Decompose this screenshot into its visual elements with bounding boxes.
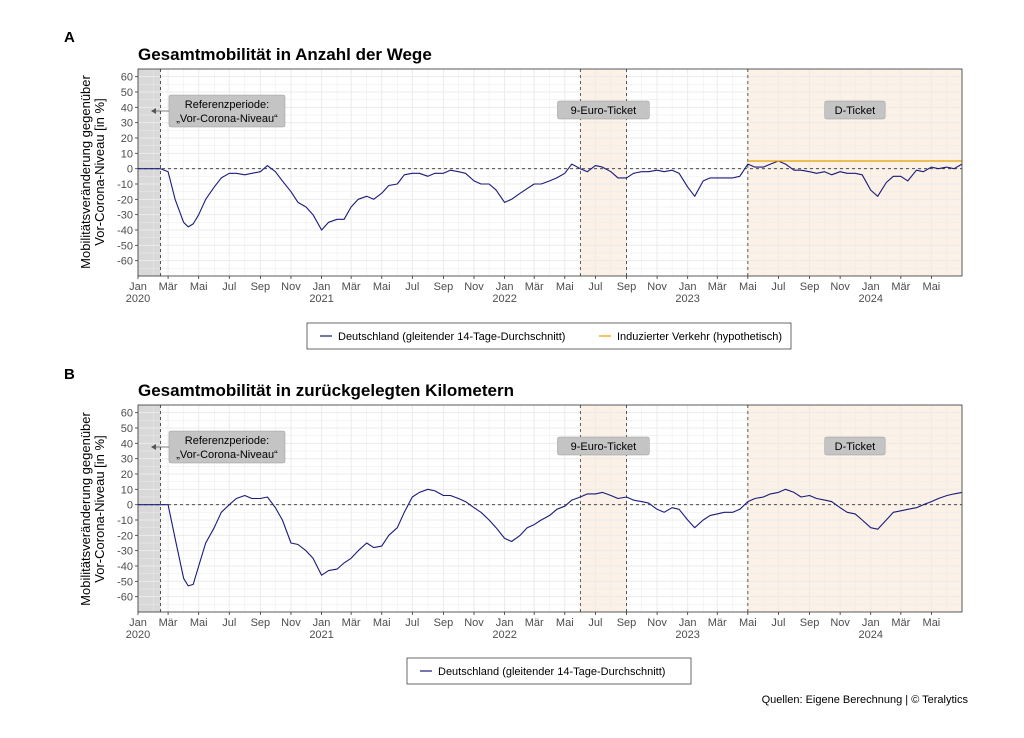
x-tick-label: Mär (158, 617, 178, 629)
x-tick-label: Jul (588, 617, 603, 629)
reference-annotation-line2: „Vor-Corona-Niveau“ (176, 113, 278, 125)
x-tick-label: Jan (678, 281, 697, 293)
y-tick-label: -40 (117, 225, 133, 237)
panel-label-a: A (64, 29, 75, 46)
x-tick-label: Mär (891, 617, 911, 629)
y-axis-label-b-line2: Vor-Corona-Niveau [in %] (92, 435, 107, 583)
x-tick-year-label: 2021 (309, 293, 334, 305)
x-tick-year-label: 2023 (675, 293, 700, 305)
x-tick-year-label: 2024 (858, 629, 883, 641)
x-tick-label: Sep (616, 617, 637, 629)
ticket-label-2: D-Ticket (834, 441, 876, 453)
x-tick-label: Jan (129, 617, 147, 629)
legend-b (407, 658, 691, 684)
y-tick-label: 40 (120, 102, 133, 115)
x-tick-label: Sep (433, 617, 454, 629)
x-tick-label: Sep (799, 617, 820, 629)
x-tick-label: Mai (372, 281, 391, 293)
y-tick-label: 0 (126, 163, 133, 176)
x-tick-label: Mai (922, 617, 941, 629)
x-tick-label: Jul (771, 281, 786, 293)
x-tick-year-label: 2020 (125, 293, 151, 305)
y-tick-label: -60 (117, 255, 133, 268)
y-tick-label: -50 (117, 240, 133, 253)
legend-label-germany-b: Deutschland (gleitender 14-Tage-Durchschnitt) (438, 666, 666, 678)
x-tick-label: Jul (222, 617, 237, 629)
y-tick-label: -10 (117, 515, 133, 527)
x-tick-label: Mai (738, 617, 757, 629)
y-tick-label: 60 (120, 71, 133, 84)
y-tick-label: -20 (117, 530, 133, 543)
x-tick-label: Mai (372, 617, 391, 629)
chart-title-b: Gesamtmobilität in zurückgelegten Kilometern (138, 381, 514, 400)
reference-annotation-line1: Referenzperiode: (184, 435, 270, 447)
x-tick-label: Jul (405, 281, 420, 293)
y-tick-label: 30 (120, 117, 133, 130)
ticket-label-1: 9-Euro-Ticket (570, 105, 637, 117)
x-tick-label: Jan (129, 281, 147, 293)
x-tick-label: Mär (341, 281, 361, 293)
x-tick-year-label: 2020 (125, 629, 151, 641)
x-tick-label: Jul (405, 617, 420, 629)
y-tick-label: -30 (117, 545, 133, 558)
y-tick-label: -20 (117, 194, 133, 207)
x-tick-label: Nov (647, 617, 667, 629)
panel-a (64, 29, 962, 349)
source-note: Quellen: Eigene Berechnung | © Teralytics (761, 694, 968, 706)
x-tick-label: Nov (830, 617, 850, 629)
x-tick-label: Sep (799, 281, 820, 293)
ticket-label-1: 9-Euro-Ticket (570, 441, 637, 453)
x-tick-label: Mai (189, 281, 208, 293)
y-tick-label: -10 (117, 179, 133, 191)
y-tick-label: 10 (120, 484, 133, 497)
x-tick-label: Sep (250, 281, 271, 293)
reference-annotation-line1: Referenzperiode: (184, 99, 270, 111)
x-tick-label: Jul (771, 617, 786, 629)
plot-area-a (117, 69, 962, 305)
reference-annotation-line2: „Vor-Corona-Niveau“ (176, 449, 278, 461)
x-tick-label: Nov (281, 281, 301, 293)
x-tick-label: Mär (158, 281, 178, 293)
x-tick-label: Sep (616, 281, 637, 293)
x-tick-label: Mai (189, 617, 208, 629)
y-tick-label: 20 (120, 133, 133, 145)
x-tick-label: Nov (464, 281, 484, 293)
x-tick-label: Jul (222, 281, 237, 293)
y-axis-label-b-line1: Mobilitätsveränderung gegenüber (78, 412, 93, 606)
panel-b (64, 366, 962, 684)
y-tick-label: 60 (120, 407, 133, 420)
x-tick-label: Sep (433, 281, 454, 293)
x-tick-year-label: 2022 (492, 629, 517, 641)
y-tick-label: -50 (117, 576, 133, 589)
x-tick-label: Mär (891, 281, 911, 293)
x-tick-label: Jan (861, 617, 880, 629)
x-tick-label: Mär (707, 617, 727, 629)
x-tick-label: Mai (555, 281, 574, 293)
x-tick-label: Mai (555, 617, 574, 629)
chart-title-a: Gesamtmobilität in Anzahl der Wege (138, 45, 432, 64)
plot-area-b (117, 405, 962, 641)
x-tick-label: Mai (738, 281, 757, 293)
x-tick-year-label: 2023 (675, 629, 700, 641)
y-tick-label: 50 (120, 423, 133, 435)
y-tick-label: -30 (117, 209, 133, 222)
x-tick-year-label: 2022 (492, 293, 517, 305)
x-tick-label: Jan (495, 281, 514, 293)
x-tick-label: Mai (922, 281, 941, 293)
x-tick-label: Nov (830, 281, 850, 293)
x-tick-label: Sep (250, 617, 271, 629)
y-tick-label: 50 (120, 87, 133, 99)
x-tick-label: Jul (588, 281, 603, 293)
x-tick-label: Mär (524, 617, 544, 629)
x-tick-label: Jan (312, 617, 331, 629)
y-tick-label: 20 (120, 469, 133, 481)
panel-label-b: B (64, 366, 75, 383)
legend-label-induced-a: Induzierter Verkehr (hypothetisch) (617, 331, 783, 343)
y-axis-label-a-line1: Mobilitätsveränderung gegenüber (78, 75, 93, 269)
y-tick-label: 30 (120, 453, 133, 466)
y-tick-label: 10 (120, 148, 133, 161)
ticket-label-2: D-Ticket (834, 105, 876, 117)
x-tick-label: Jan (861, 281, 880, 293)
y-tick-label: -60 (117, 591, 133, 604)
x-tick-year-label: 2024 (858, 293, 883, 305)
x-tick-label: Nov (281, 617, 301, 629)
x-tick-label: Mär (707, 281, 727, 293)
x-tick-label: Nov (464, 617, 484, 629)
x-tick-label: Jan (495, 617, 514, 629)
x-tick-year-label: 2021 (309, 629, 334, 641)
x-tick-label: Jan (312, 281, 331, 293)
y-tick-label: 40 (120, 438, 133, 451)
y-tick-label: -40 (117, 561, 133, 573)
x-tick-label: Mär (341, 617, 361, 629)
y-axis-label-a-line2: Vor-Corona-Niveau [in %] (92, 98, 107, 246)
legend-a (307, 323, 791, 349)
x-tick-label: Nov (647, 281, 667, 293)
x-tick-label: Mär (524, 281, 544, 293)
y-tick-label: 0 (126, 499, 133, 512)
legend-label-germany-a: Deutschland (gleitender 14-Tage-Durchschnitt) (338, 331, 566, 343)
x-tick-label: Jan (678, 617, 697, 629)
